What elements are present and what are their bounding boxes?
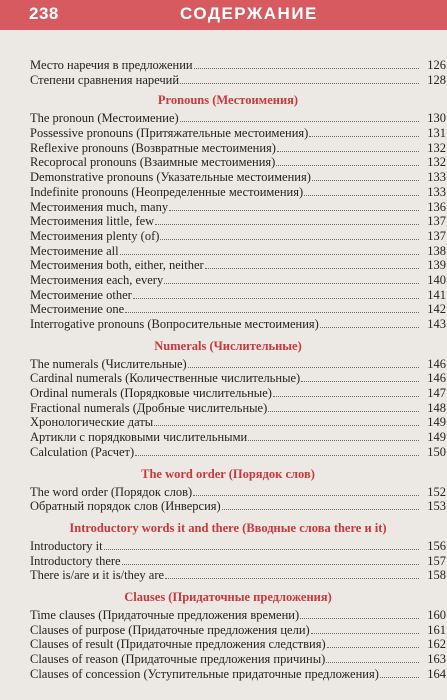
toc-entry-page: 153	[427, 499, 446, 514]
toc-entry-page: 157	[427, 553, 446, 568]
toc-entry[interactable]	[30, 652, 446, 667]
toc-entry-page: 131	[427, 126, 446, 141]
toc-entry-page: 130	[427, 111, 446, 126]
dot-leader	[160, 229, 419, 240]
toc-entry-label: Местоимение all	[30, 243, 119, 258]
toc-entry-page: 146	[427, 371, 446, 386]
toc-entry[interactable]	[30, 371, 446, 386]
dot-leader	[380, 667, 419, 678]
dot-leader	[277, 141, 419, 152]
toc-entry[interactable]	[30, 608, 446, 623]
dot-leader	[320, 317, 419, 328]
toc-entry-page: 156	[427, 538, 446, 553]
section-heading: Numerals (Числительные)	[154, 338, 302, 353]
toc-entry-label: There is/are и it is/they are	[30, 568, 165, 583]
toc-entry-page: 142	[427, 302, 446, 317]
table-of-contents	[30, 58, 446, 681]
toc-entry-page: 146	[427, 356, 446, 371]
toc-entry-label: The word order (Порядок слов)	[30, 484, 193, 499]
dot-leader	[326, 652, 419, 663]
toc-entry-page: 137	[427, 214, 446, 229]
dot-leader	[268, 401, 419, 412]
toc-entry-page: 164	[427, 666, 446, 681]
toc-entry-label: Местоимения each, every	[30, 272, 164, 287]
toc-entry-label: The pronoun (Местоимение)	[30, 111, 179, 126]
toc-entry[interactable]	[30, 568, 446, 583]
toc-entry-label: Ordinal numerals (Порядковые числительные)	[30, 386, 272, 401]
toc-entry-page: 162	[427, 637, 446, 652]
page-header	[0, 0, 447, 30]
dot-leader	[300, 608, 419, 619]
toc-entry-page: 160	[427, 607, 446, 622]
dot-leader	[248, 430, 419, 441]
section-heading: Introductory words it and there (Вводные слова there и it)	[69, 520, 387, 535]
toc-entry[interactable]	[30, 667, 446, 682]
toc-entry-page: 158	[427, 568, 446, 583]
toc-entry-page: 136	[427, 199, 446, 214]
toc-entry-page: 133	[427, 184, 446, 199]
toc-entry-label: Местоимения both, either, neither	[30, 258, 204, 273]
dot-leader	[155, 214, 419, 225]
toc-entry[interactable]	[30, 111, 446, 126]
toc-entry[interactable]	[30, 317, 446, 332]
toc-entry-label: Clauses of purpose (Придаточные предложения цели)	[30, 622, 310, 637]
dot-leader	[122, 554, 419, 565]
toc-entry[interactable]	[30, 288, 446, 303]
dot-leader	[104, 539, 419, 550]
dot-leader	[188, 357, 419, 368]
toc-entry[interactable]	[30, 554, 446, 569]
dot-leader	[311, 623, 419, 634]
toc-entry-label: Обратный порядок слов (Инверсия)	[30, 499, 221, 514]
dot-leader	[154, 415, 419, 426]
toc-entry[interactable]	[30, 445, 446, 460]
toc-entry-page: 149	[427, 430, 446, 445]
dot-leader	[327, 637, 419, 648]
dot-leader	[180, 111, 419, 122]
toc-entry[interactable]	[30, 258, 446, 273]
toc-entry[interactable]	[30, 539, 446, 554]
toc-entry-label: Местоимения plenty (of)	[30, 228, 160, 243]
dot-leader	[301, 371, 419, 382]
toc-entry-page: 141	[427, 287, 446, 302]
toc-entry[interactable]	[30, 126, 446, 141]
toc-entry[interactable]	[30, 200, 446, 215]
toc-entry-label: Местоимения little, few	[30, 214, 155, 229]
toc-entry[interactable]	[30, 73, 446, 88]
toc-entry-page: 148	[427, 400, 446, 415]
toc-entry-page: 152	[427, 484, 446, 499]
toc-entry[interactable]	[30, 141, 446, 156]
toc-entry-label: Clauses of result (Придаточные предложения следствия)	[30, 637, 326, 652]
toc-entry-page: 132	[427, 155, 446, 170]
dot-leader	[125, 302, 419, 313]
toc-entry-label: Possessive pronouns (Притяжательные местоимения)	[30, 126, 309, 141]
toc-entry[interactable]	[30, 214, 446, 229]
toc-entry-label: Cardinal numerals (Количественные числительные)	[30, 371, 301, 386]
page-number: 238	[29, 4, 59, 23]
toc-entry[interactable]	[30, 58, 446, 73]
toc-entry[interactable]	[30, 430, 446, 445]
toc-entry-label: Местоимение other	[30, 287, 132, 302]
toc-entry-label: Место наречия в предложении	[30, 58, 193, 72]
dot-leader	[180, 73, 419, 84]
toc-entry[interactable]	[30, 302, 446, 317]
toc-entry[interactable]	[30, 637, 446, 652]
dot-leader	[309, 126, 419, 137]
dot-leader	[276, 155, 419, 166]
toc-entry-label: Introductory it	[30, 538, 103, 553]
dot-leader	[135, 445, 419, 456]
toc-entry[interactable]	[30, 273, 446, 288]
toc-entry-page: 128	[427, 72, 446, 87]
toc-entry-label: Хронологические даты	[30, 415, 154, 430]
toc-entry-label: Степени сравнения наречий	[30, 72, 180, 87]
toc-entry[interactable]	[30, 485, 446, 500]
toc-entry-label: Местоимение one	[30, 302, 125, 317]
toc-entry-page: 149	[427, 415, 446, 430]
dot-leader	[169, 200, 419, 211]
toc-entry[interactable]	[30, 170, 446, 185]
toc-entry[interactable]	[30, 185, 446, 200]
toc-entry[interactable]	[30, 401, 446, 416]
dot-leader	[120, 244, 419, 255]
section-heading: Clauses (Придаточные предложения)	[124, 589, 332, 604]
toc-entry-page: 143	[427, 317, 446, 331]
toc-entry-label: Fractional numerals (Дробные числительные)	[30, 400, 268, 415]
toc-entry-label: Местоимения much, many	[30, 199, 169, 214]
toc-entry-page: 140	[427, 272, 446, 287]
dot-leader	[164, 273, 419, 284]
toc-entry-page: 161	[427, 622, 446, 637]
toc-entry-label: Recoprocal pronouns (Взаимные местоимения)	[30, 155, 276, 170]
toc-entry-page: 137	[427, 228, 446, 243]
toc-entry-label: Calculation (Расчет)	[30, 444, 135, 459]
toc-entry[interactable]	[30, 229, 446, 244]
toc-entry-label: Reflexive pronouns (Возвратные местоимения)	[30, 140, 276, 155]
toc-entry-page: 163	[427, 652, 446, 666]
dot-leader	[222, 499, 419, 510]
toc-entry[interactable]	[30, 499, 446, 514]
toc-entry[interactable]	[30, 623, 446, 638]
dot-leader	[273, 386, 419, 397]
dot-leader	[312, 170, 419, 181]
toc-entry[interactable]	[30, 155, 446, 170]
toc-entry-page: 138	[427, 243, 446, 258]
toc-entry-label: The numerals (Числительные)	[30, 356, 187, 371]
toc-entry-page: 132	[427, 140, 446, 155]
toc-entry-page: 139	[427, 258, 446, 273]
toc-entry[interactable]	[30, 415, 446, 430]
toc-entry-label: Demonstrative pronouns (Указательные местоимения)	[30, 170, 311, 185]
toc-entry-label: Interrogative pronouns (Вопросительные местоимения)	[30, 317, 319, 331]
toc-entry-page: 126	[427, 58, 446, 72]
toc-entry-label: Introductory there	[30, 553, 121, 568]
dot-leader	[205, 258, 419, 269]
toc-entry-page: 147	[427, 386, 446, 401]
toc-entry-page: 150	[427, 444, 446, 459]
section-heading: Pronouns (Местоимения)	[157, 93, 299, 108]
section-heading: The word order (Порядок слов)	[141, 466, 315, 481]
dot-leader	[304, 185, 419, 196]
dot-leader	[193, 485, 419, 496]
dot-leader	[165, 568, 419, 579]
toc-entry[interactable]	[30, 386, 446, 401]
toc-entry-label: Артикли с порядковыми числительными	[30, 430, 248, 445]
toc-entry[interactable]	[30, 357, 446, 372]
toc-entry-page: 133	[427, 170, 446, 185]
page-title: СОДЕРЖАНИЕ	[180, 4, 318, 23]
toc-entry-label: Clauses of concession (Уступительные придаточные предложения)	[30, 666, 379, 681]
toc-entry-label: Indefinite pronouns (Неопределенные местоимения)	[30, 184, 304, 199]
toc-entry-label: Time clauses (Придаточные предложения времени)	[30, 607, 300, 622]
dot-leader	[133, 288, 419, 299]
toc-entry-label: Clauses of reason (Придаточные предложения причины)	[30, 652, 326, 666]
toc-entry[interactable]	[30, 244, 446, 259]
dot-leader	[194, 58, 419, 69]
